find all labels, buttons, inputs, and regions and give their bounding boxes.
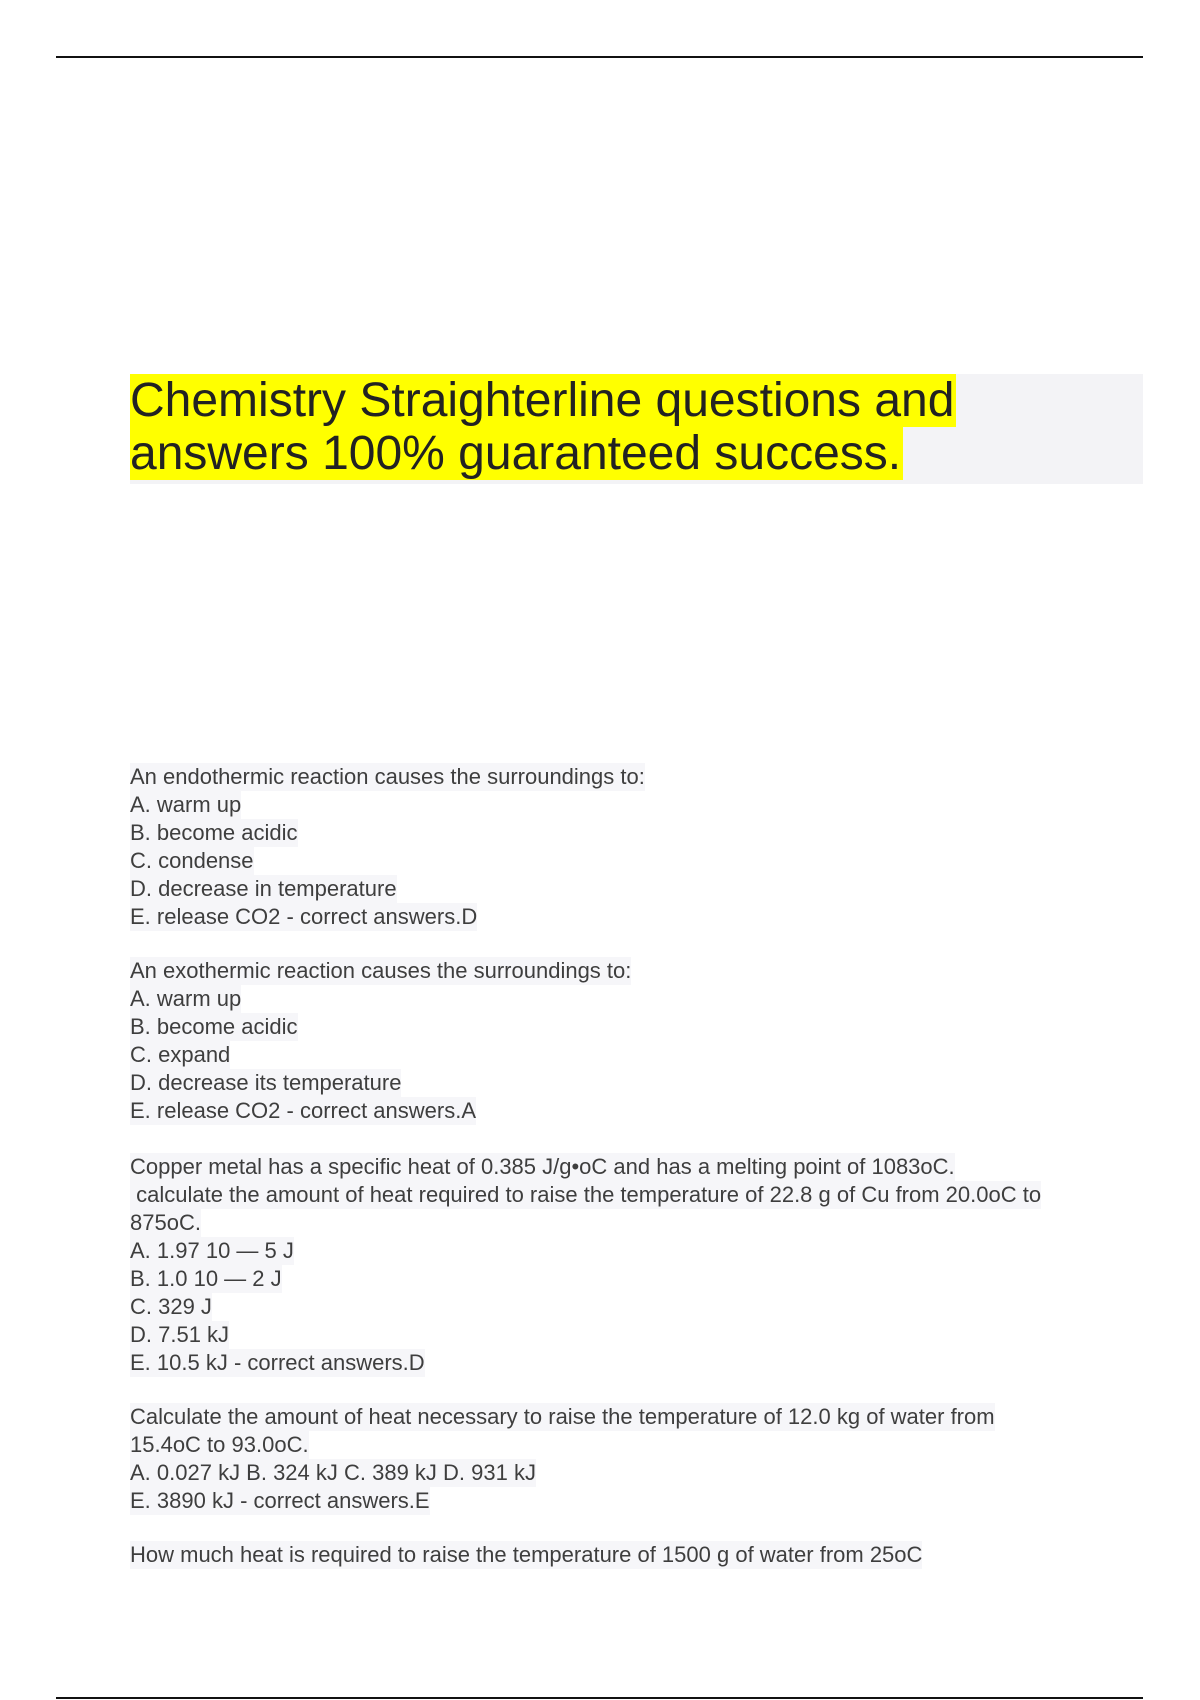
question-text: How much heat is required to raise the temperature of 1500 g of water from 25oC xyxy=(130,1542,923,1567)
answer-option-with-key: E. 3890 kJ - correct answers.E xyxy=(130,1488,430,1513)
question-block-5 xyxy=(130,1541,922,1569)
title-line-1: Chemistry Straighterline questions and xyxy=(130,374,955,427)
answer-option: A. warm up xyxy=(130,986,242,1011)
answer-option: D. decrease in temperature xyxy=(130,876,397,901)
answer-option-with-key: E. 10.5 kJ - correct answers.D xyxy=(130,1350,425,1375)
answer-option: C. 329 J xyxy=(130,1294,212,1319)
document-title xyxy=(130,374,1143,484)
answer-option: B. 1.0 10 — 2 J xyxy=(130,1266,282,1291)
question-text: An exothermic reaction causes the surroundings to: xyxy=(130,958,632,983)
answer-option: B. become acidic xyxy=(130,820,298,845)
bottom-rule xyxy=(56,1697,1143,1699)
question-text: 15.4oC to 93.0oC. xyxy=(130,1432,309,1457)
title-line-2: answers 100% guaranteed success. xyxy=(130,427,902,480)
question-text: 875oC. xyxy=(130,1210,201,1235)
answer-option-with-key: E. release CO2 - correct answers.D xyxy=(130,904,478,929)
answer-option: C. expand xyxy=(130,1042,231,1067)
question-block-2 xyxy=(130,957,631,1125)
answer-option: B. become acidic xyxy=(130,1014,298,1039)
question-text: Calculate the amount of heat necessary to raise the temperature of 12.0 kg of water from xyxy=(130,1404,995,1429)
answer-option-with-key: E. release CO2 - correct answers.A xyxy=(130,1098,477,1123)
answer-option: A. warm up xyxy=(130,792,242,817)
answer-option: C. condense xyxy=(130,848,254,873)
question-block-4 xyxy=(130,1403,995,1515)
question-text: An endothermic reaction causes the surroundings to: xyxy=(130,764,645,789)
answer-option: A. 1.97 10 — 5 J xyxy=(130,1238,294,1263)
question-text: Copper metal has a specific heat of 0.385 J/g•oC and has a melting point of 1083oC. xyxy=(130,1154,955,1179)
question-text: calculate the amount of heat required to raise the temperature of 22.8 g of Cu from 20.0oC to xyxy=(130,1182,1042,1207)
top-rule xyxy=(56,56,1143,58)
answer-option: D. decrease its temperature xyxy=(130,1070,402,1095)
answer-options-inline: A. 0.027 kJ B. 324 kJ C. 389 kJ D. 931 kJ xyxy=(130,1460,536,1485)
answer-option: D. 7.51 kJ xyxy=(130,1322,230,1347)
question-block-3 xyxy=(130,1153,1041,1377)
question-block-1 xyxy=(130,763,645,931)
